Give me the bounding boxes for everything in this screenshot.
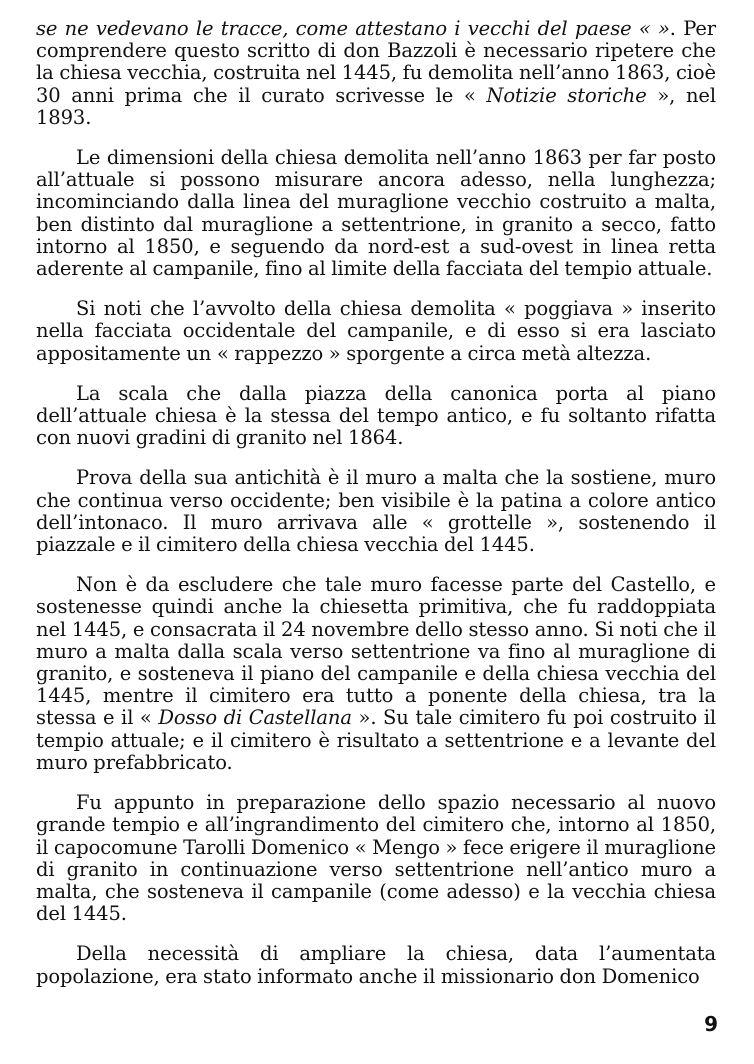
paragraph: [36, 943, 716, 987]
body-text: [36, 18, 716, 988]
paragraph-text: ». Su tale cimitero fu poi costruito il tempio attuale; e il cimitero è risultato a settentrione e a levante del muro prefabbricato.: [36, 706, 716, 774]
paragraph-text: . Per comprendere questo scritto di don Bazzoli è necessario ripetere che la chiesa vecchia, costruita nel 1445, fu demolita nell’anno 1863, cioè 30 anni prima che il curato scrivesse le «: [36, 17, 716, 107]
paragraph: [36, 792, 716, 925]
paragraph-text: Si noti che l’avvolto della chiesa demolita « poggiava » inserito nella facciata occidentale del campanile, e di esso si era lasciato appositamente un « rappezzo » sporgente a circa metà altezza.: [36, 297, 716, 365]
italic-text: se ne vedevano le tracce, come attestano i vecchi del paese « »: [36, 17, 670, 40]
paragraph: [36, 574, 716, 774]
paragraph: [36, 147, 716, 280]
italic-text: Dosso di Castellana: [158, 706, 352, 730]
paragraph-text: Prova della sua antichità è il muro a malta che la sostiene, muro che continua verso occidente; ben visibile è la patina a colore antico dell’intonaco. Il muro arrivava alle « grottelle », sostenendo il piazzale e il cimitero della chiesa vecchia del 1445.: [36, 466, 716, 557]
paragraph: [36, 467, 716, 556]
page-number: 9: [704, 1012, 718, 1036]
paragraph: [36, 383, 716, 450]
paragraph-text: Le dimensioni della chiesa demolita nell’anno 1863 per far posto all’attuale si possono misurare ancora adesso, nella lunghezza; incominciando dalla linea del muraglione vecchio costruito a malta, ben distinto dal muraglione a settentrione, in granito a secco, fatto intorno al 1850, e seguendo da nord-est a sud-ovest in linea retta aderente al campanile, fino al limite della facciata del tempio attuale.: [36, 146, 716, 281]
paragraph-text: », nel 1893.: [36, 83, 716, 129]
paragraph-text: Non è da escludere che tale muro facesse parte del Castello, e sostenesse quindi anche la chiesetta primitiva, che fu raddoppiata nel 1445, e consacrata il 24 novembre dello stesso anno. Si noti che il muro a malta dalla scala verso settentrione va fino al muraglione di granito, e sosteneva il piano del campanile e della chiesa vecchia del 1445, mentre il cimitero era tutto a ponente della chiesa, tra la stessa e il «: [36, 573, 716, 730]
paragraph-text: Fu appunto in preparazione dello spazio necessario al nuovo grande tempio e all’ingrandimento del cimitero che, intorno al 1850, il capocomune Tarolli Domenico « Mengo » fece erigere il muraglione di granito in continuazione verso settentrione nell’antico muro a malta, che sosteneva il campanile (come adesso) e la vecchia chiesa del 1445.: [36, 791, 716, 926]
italic-text: Notizie storiche: [486, 83, 647, 107]
paragraph-text: La scala che dalla piazza della canonica porta al piano dell’attuale chiesa è la stessa del tempo antico, e fu soltanto rifatta con nuovi gradini di granito nel 1864.: [36, 381, 716, 450]
paragraph: [36, 298, 716, 365]
paragraph: [36, 18, 716, 129]
paragraph-text: Della necessità di ampliare la chiesa, data l’aumentata popolazione, era stato informato anche il missionario don Domenico: [36, 942, 716, 988]
